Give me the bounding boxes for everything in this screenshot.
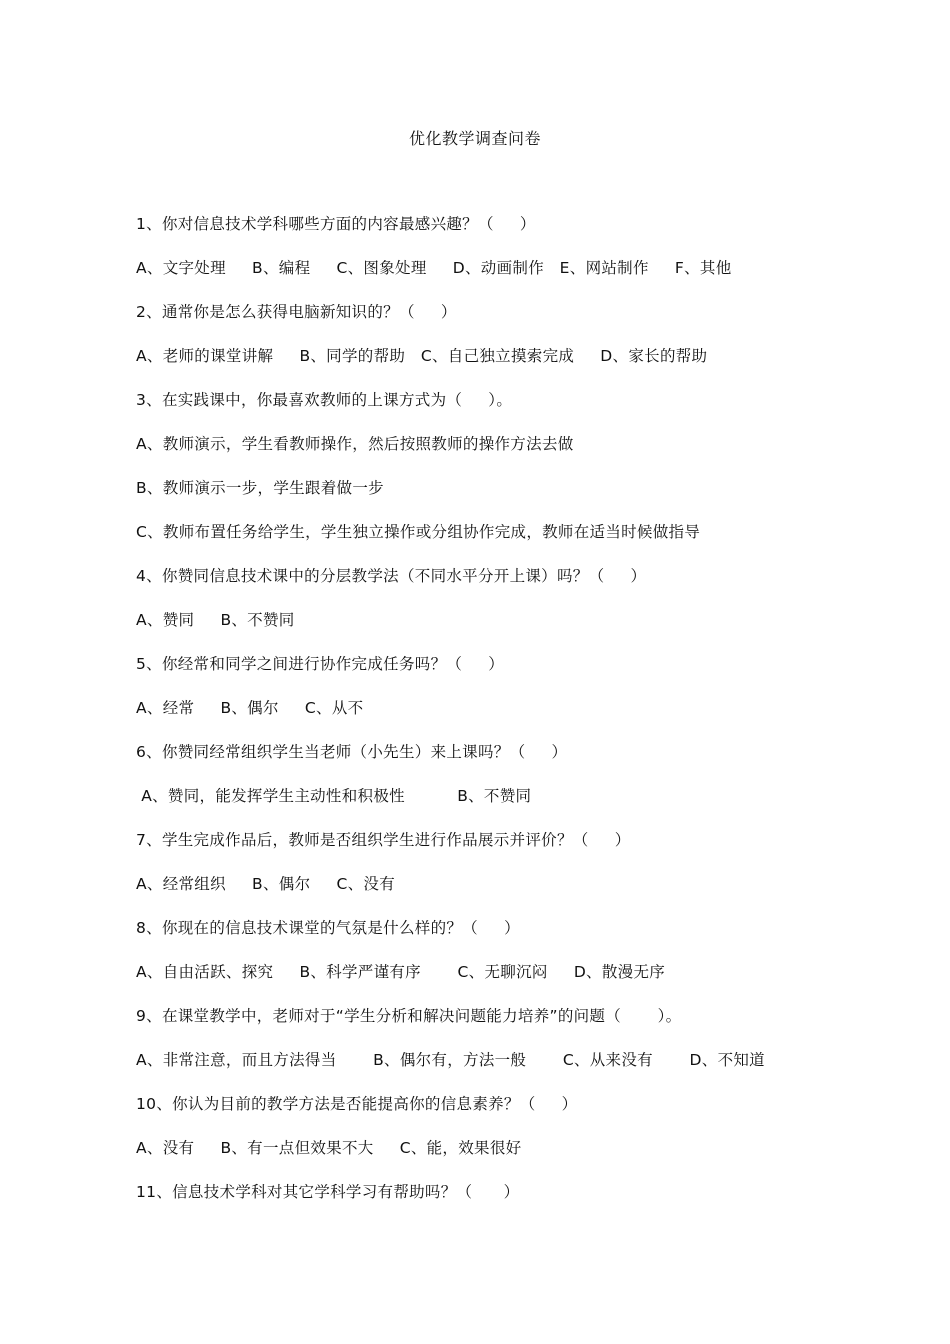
question-5: 5、你经常和同学之间进行协作完成任务吗？（ ） bbox=[136, 655, 505, 673]
options-4: A、赞同 B、不赞同 bbox=[136, 611, 295, 629]
page-title: 优化教学调查问卷 bbox=[408, 129, 541, 148]
option-3a: A、教师演示，学生看教师操作，然后按照教师的操作方法去做 bbox=[136, 435, 574, 453]
question-2: 2、通常你是怎么获得电脑新知识的？（ ） bbox=[136, 303, 457, 321]
options-8: A、自由活跃、探究 B、科学严谨有序 C、无聊沉闷 D、散漫无序 bbox=[136, 963, 666, 981]
question-10: 10、你认为目前的教学方法是否能提高你的信息素养？（ ） bbox=[136, 1095, 578, 1113]
question-4: 4、你赞同信息技术课中的分层教学法（不同水平分开上课）吗？（ ） bbox=[136, 567, 647, 585]
option-3b: B、教师演示一步，学生跟着做一步 bbox=[136, 479, 384, 497]
question-11: 11、信息技术学科对其它学科学习有帮助吗？（ ） bbox=[136, 1183, 520, 1201]
question-1: 1、你对信息技术学科哪些方面的内容最感兴趣？（ ） bbox=[136, 215, 536, 233]
question-9: 9、在课堂教学中，老师对于“学生分析和解决问题能力培养”的问题（ ）。 bbox=[136, 1007, 682, 1025]
options-2: A、老师的课堂讲解 B、同学的帮助 C、自己独立摸索完成 D、家长的帮助 bbox=[136, 347, 708, 365]
options-10: A、没有 B、有一点但效果不大 C、能，效果很好 bbox=[136, 1139, 522, 1157]
question-3: 3、在实践课中，你最喜欢教师的上课方式为（ ）。 bbox=[136, 391, 513, 409]
options-7: A、经常组织 B、偶尔 C、没有 bbox=[136, 875, 396, 893]
question-7: 7、学生完成作品后，教师是否组织学生进行作品展示并评价？（ ） bbox=[136, 831, 631, 849]
options-6: A、赞同，能发挥学生主动性和积极性 B、不赞同 bbox=[136, 787, 532, 805]
options-9: A、非常注意，而且方法得当 B、偶尔有，方法一般 C、从来没有 D、不知道 bbox=[136, 1051, 765, 1069]
options-1: A、文字处理 B、编程 C、图象处理 D、动画制作 E、网站制作 F、其他 bbox=[136, 259, 732, 277]
options-5: A、经常 B、偶尔 C、从不 bbox=[136, 699, 364, 717]
question-8: 8、你现在的信息技术课堂的气氛是什么样的？（ ） bbox=[136, 919, 520, 937]
question-6: 6、你赞同经常组织学生当老师（小先生）来上课吗？（ ） bbox=[136, 743, 568, 761]
option-3c: C、教师布置任务给学生，学生独立操作或分组协作完成，教师在适当时候做指导 bbox=[136, 523, 701, 541]
